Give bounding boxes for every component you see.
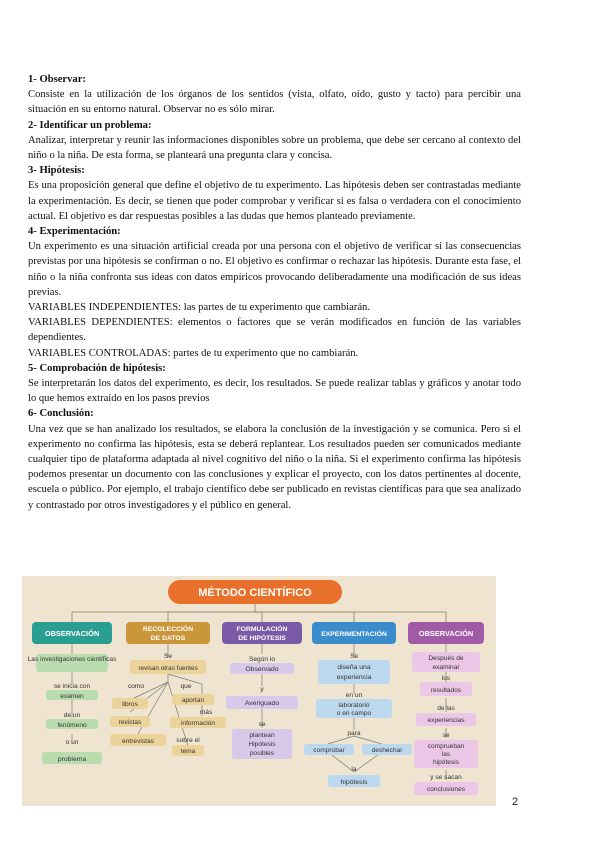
section-paragraph: Una vez que se han analizado los resultados, se elabora la conclusión de la investigación y se comunica. Pero si el experimento no confirma las hipótesis, esta se deberá replantear. Los resultados pueden ser comunicados mediante cualquier tipo de plataforma adaptada al nivel cognitivo del niño o la niña. Si el experimento confirma las hipótesis podemos presentar un documento con las conclusiones y explicar el proyecto, con los datos pertinentes al docente, escuela o público. Por ejemplo, el trabajo científico debe ser publicado en revistas científicas para que sea analizado y contrastado por otros investigadores y el público en general.: [28, 423, 521, 511]
rec-text-entrevistas: entrevistas: [122, 738, 154, 745]
obs-text-fenomeno: fenómeno: [57, 722, 87, 729]
rec-text-libros: libros: [122, 701, 138, 708]
obs2-text-conclusiones: conclusiones: [426, 786, 466, 793]
header-formulacion-label-2: DE HIPÓTESIS: [238, 635, 286, 642]
section-paragraph: VARIABLES DEPENDIENTES: elementos o factores que se verán modificados en función de las variables dependientes.: [28, 317, 521, 344]
exp-text-la: la: [351, 766, 357, 773]
obs2-text-despues: Después de: [428, 655, 464, 662]
section-heading: 4- Experimentación:: [28, 226, 121, 238]
form-text-hipotesis: Hipótesis: [248, 741, 276, 748]
exp-text-para: para: [347, 730, 361, 737]
section-paragraph: Un experimento es una situación artificial creada por una persona con el objetivo de verificar si las consecuencias previstas por una hipótesis se confirman o no. El objetivo es confirmar o rechazar las hipótesis. Durante esta fase, el niño o la niña confronta sus ideas con datos empíricos provocando deliberadamente una modificación de sus ideas previas.: [28, 241, 521, 298]
obs-text-de-un: de un: [63, 712, 81, 719]
header-recoleccion-label-1: RECOLECCIÓN: [142, 626, 194, 633]
obs2-text-resultados: resultados: [430, 687, 462, 694]
section-paragraph: Consiste en la utilización de los órganos de los sentidos (vista, olfato, oído, gusto y tacto) para percibir una situación en su entorno natural. Observar no es sólo mirar.: [28, 89, 521, 116]
rec-text-se: Se: [163, 653, 173, 660]
obs-text-o-un: o un: [65, 739, 79, 746]
form-text-averiguado: Averiguado: [244, 700, 280, 707]
obs2-text-se: se: [442, 732, 450, 739]
obs2-text-los: los: [441, 675, 451, 682]
section-paragraph: Analizar, interpretar y reunir las informaciones disponibles sobre un problema, que debe ser cercano al contexto del niño o la niña. De esta forma, se planteará una pregunta clara y concisa.: [28, 134, 521, 162]
obs2-text-las: las: [441, 751, 451, 758]
header-observacion-2-label: OBSERVACIÓN: [418, 629, 474, 638]
obs2-text-hipotesis: hipótesis: [432, 759, 460, 766]
form-text-plantean: plantean: [249, 732, 275, 739]
exp-text-laboratorio: laboratorio: [338, 702, 370, 709]
rec-text-revisan: revisan otras fuentes: [138, 665, 198, 672]
exp-text-se: Se: [349, 653, 359, 660]
rec-text-tema: tema: [180, 748, 196, 755]
exp-text-deshechar: deshechar: [371, 747, 403, 754]
form-text-observado: Observado: [245, 666, 279, 673]
rec-text-que: que: [180, 683, 192, 690]
section-paragraph: Es una proposición general que define el objetivo de tu experimento. Las hipótesis deben ser contrastadas mediante la experimentación. Es decir, se tienen que poder comprobar y verificar si es falsa o verdadera con el conocimiento actual. El objetivo es dar respuestas posibles a las dudas que hemos planteado previamente.: [28, 180, 521, 222]
section-paragraph: VARIABLES CONTROLADAS: partes de tu experimento que no cambiarán.: [28, 347, 359, 359]
form-text-segun: Según lo: [248, 656, 276, 663]
obs-text-examen: examen: [60, 693, 84, 700]
obs2-text-examinar: examinar: [432, 664, 460, 671]
concept-map-svg: [22, 576, 496, 806]
obs-text-investigaciones: Las investigaciones científicas: [27, 656, 117, 663]
section-paragraph: VARIABLES INDEPENDIENTES: las partes de tu experimento que cambiarán.: [28, 302, 370, 314]
section-heading: 6- Conclusión:: [28, 408, 94, 420]
rec-text-como: como: [127, 683, 145, 690]
obs2-text-experiencias: experiencias: [427, 717, 465, 724]
exp-text-experiencia: experiencia: [336, 674, 372, 681]
form-text-se: se: [258, 721, 266, 728]
section-heading: 3- Hipótesis:: [28, 165, 85, 177]
section-heading: 2- Identificar un problema:: [28, 119, 152, 131]
header-experimentacion-label: EXPERIMENTACIÓN: [321, 631, 387, 638]
section-paragraph: Se interpretarán los datos del experimento, es decir, los resultados. Se puede realizar tablas y gráficos y anotar todo lo que hemos extraído en los pasos previos: [28, 378, 521, 405]
header-recoleccion-label-2: DE DATOS: [150, 635, 186, 642]
header-observacion-label: OBSERVACIÓN: [44, 629, 100, 638]
obs-text-problema: problema: [57, 756, 87, 763]
rec-text-sobre-el: sobre el: [176, 737, 200, 744]
obs2-text-y-se-sacan: y se sacan: [430, 774, 462, 781]
map-title: MÉTODO CIENTÍFICO: [198, 587, 312, 599]
obs2-text-de-las: de las: [437, 705, 455, 712]
exp-text-en-un: en un: [345, 692, 363, 699]
rec-text-revistas: revistas: [118, 719, 142, 726]
rec-text-aportan: aportan: [181, 697, 205, 704]
obs2-text-comprueban: comprueban: [427, 743, 465, 750]
section-heading: 5- Comprobación de hipótesis:: [28, 362, 166, 374]
exp-text-hipotesis: hipótesis: [340, 779, 368, 786]
section-heading: 1- Observar:: [28, 74, 86, 85]
header-formulacion-label-1: FORMULACIÓN: [236, 626, 288, 633]
concept-map-figure: [22, 576, 496, 806]
form-text-y: y: [260, 686, 264, 693]
obs-text-se-inicia: se inicia con: [53, 683, 91, 690]
rec-text-mas: más: [199, 709, 213, 716]
document-body: [28, 72, 521, 513]
form-text-posibles: posibles: [249, 750, 275, 757]
rec-text-informacion: información: [180, 720, 216, 727]
exp-text-disena: diseña una: [337, 664, 371, 671]
exp-text-campo: o en campo: [336, 710, 372, 717]
exp-text-comprobar: comprobar: [313, 747, 345, 754]
page-number: 2: [512, 796, 519, 808]
